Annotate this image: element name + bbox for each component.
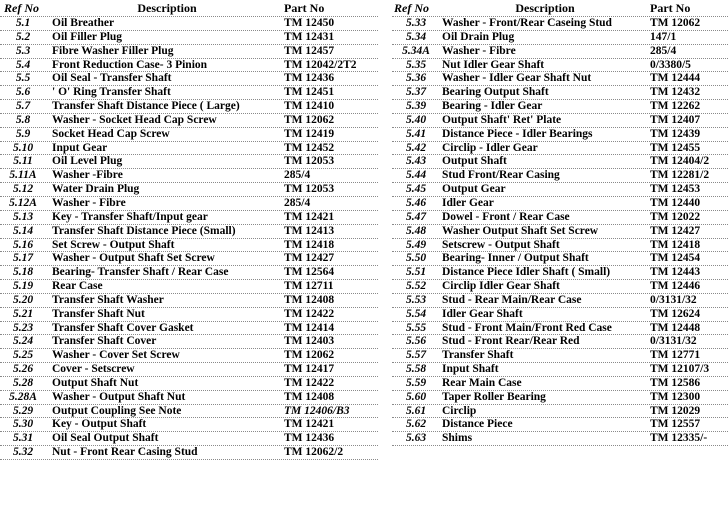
part-no-cell: TM 12771 bbox=[650, 349, 701, 362]
table-row bbox=[0, 211, 378, 225]
part-no-cell: TM 12404/2 bbox=[650, 155, 710, 168]
table-row bbox=[392, 72, 728, 86]
table-row bbox=[392, 31, 728, 45]
description-cell: Circlip Idler Gear Shaft bbox=[442, 280, 560, 293]
header-ref-no: Ref No bbox=[394, 1, 429, 15]
part-no-cell: 285/4 bbox=[284, 196, 311, 209]
ref-cell: 5.54 bbox=[405, 307, 427, 320]
part-no-cell: TM 12624 bbox=[650, 307, 701, 320]
table-row bbox=[392, 280, 728, 294]
ref-cell: 5.14 bbox=[12, 224, 34, 237]
ref-cell: 5.63 bbox=[405, 432, 427, 445]
description-cell: Input Shaft bbox=[442, 363, 499, 376]
table-row bbox=[0, 335, 378, 349]
description-cell: Washer - Socket Head Cap Screw bbox=[52, 113, 217, 126]
description-cell: Bearing - Idler Gear bbox=[442, 100, 543, 113]
table-row bbox=[0, 225, 378, 239]
table-body bbox=[0, 17, 378, 460]
ref-cell: 5.29 bbox=[12, 404, 34, 417]
description-cell: Washer - Output Shaft Nut bbox=[52, 390, 186, 403]
ref-cell: 5.39 bbox=[405, 100, 427, 113]
description-cell: Output Shaft bbox=[442, 155, 507, 168]
part-no-cell: TM 12451 bbox=[284, 86, 335, 99]
table-row bbox=[0, 322, 378, 336]
part-no-cell: TM 12053 bbox=[284, 155, 335, 168]
description-cell: Rear Main Case bbox=[442, 376, 522, 389]
description-cell: Washer - Front/Rear Caseing Stud bbox=[442, 17, 612, 29]
ref-cell: 5.28A bbox=[9, 390, 37, 403]
table-row bbox=[392, 252, 728, 266]
table-row bbox=[392, 100, 728, 114]
table-row bbox=[0, 17, 378, 31]
description-cell: Transfer Shaft Distance Piece ( Large) bbox=[52, 100, 240, 113]
ref-cell: 5.34 bbox=[405, 30, 427, 43]
part-no-cell: TM 12421 bbox=[284, 210, 335, 223]
ref-cell: 5.51 bbox=[405, 266, 427, 279]
description-cell: Transfer Shaft Nut bbox=[52, 307, 145, 320]
table-row bbox=[392, 308, 728, 322]
table-row bbox=[0, 266, 378, 280]
part-no-cell: TM 12062 bbox=[284, 113, 335, 126]
table-body bbox=[392, 17, 728, 446]
table-row bbox=[392, 169, 728, 183]
description-cell: Water Drain Plug bbox=[52, 183, 140, 196]
part-no-cell: TM 12450 bbox=[284, 17, 335, 29]
description-cell: Transfer Shaft Cover Gasket bbox=[52, 321, 194, 334]
part-no-cell: TM 12062/2 bbox=[284, 446, 344, 459]
description-cell: Oil Seal Output Shaft bbox=[52, 432, 159, 445]
table-row bbox=[0, 197, 378, 211]
ref-cell: 5.46 bbox=[405, 196, 427, 209]
table-row bbox=[0, 45, 378, 59]
description-cell: Distance Piece Idler Shaft ( Small) bbox=[442, 266, 611, 279]
description-cell: Oil Filler Plug bbox=[52, 30, 123, 43]
ref-cell: 5.34A bbox=[402, 44, 430, 57]
ref-cell: 5.26 bbox=[12, 363, 34, 376]
table-row bbox=[392, 349, 728, 363]
part-no-cell: TM 12455 bbox=[650, 141, 701, 154]
table-row bbox=[392, 59, 728, 73]
ref-cell: 5.50 bbox=[405, 252, 427, 265]
ref-cell: 5.1 bbox=[15, 17, 31, 29]
ref-cell: 5.42 bbox=[405, 141, 427, 154]
ref-cell: 5.4 bbox=[15, 58, 31, 71]
ref-cell: 5.20 bbox=[12, 293, 34, 306]
part-no-cell: TM 12262 bbox=[650, 100, 701, 113]
part-no-cell: TM 12410 bbox=[284, 100, 335, 113]
table-row bbox=[392, 225, 728, 239]
ref-cell: 5.49 bbox=[405, 238, 427, 251]
part-no-cell: TM 12407 bbox=[650, 113, 701, 126]
part-no-cell: 285/4 bbox=[284, 169, 311, 182]
part-no-cell: TM 12421 bbox=[284, 418, 335, 431]
description-cell: Front Reduction Case- 3 Pinion bbox=[52, 58, 208, 71]
description-cell: Washer - Output Shaft Set Screw bbox=[52, 252, 215, 265]
ref-cell: 5.60 bbox=[405, 390, 427, 403]
table-row bbox=[392, 183, 728, 197]
part-no-cell: TM 12586 bbox=[650, 376, 701, 389]
table-row bbox=[0, 252, 378, 266]
part-no-cell: TM 12418 bbox=[284, 238, 335, 251]
ref-cell: 5.13 bbox=[12, 210, 34, 223]
description-cell: Washer -Fibre bbox=[52, 169, 123, 182]
ref-cell: 5.31 bbox=[12, 432, 34, 445]
table-row bbox=[0, 183, 378, 197]
description-cell: Transfer Shaft Washer bbox=[52, 293, 164, 306]
table-row bbox=[0, 363, 378, 377]
description-cell: Transfer Shaft Distance Piece (Small) bbox=[52, 224, 236, 237]
part-no-cell: TM 12419 bbox=[284, 127, 335, 140]
description-cell: Distance Piece bbox=[442, 418, 513, 431]
part-no-cell: TM 12408 bbox=[284, 390, 335, 403]
table-row bbox=[0, 405, 378, 419]
ref-cell: 5.55 bbox=[405, 321, 427, 334]
ref-cell: 5.17 bbox=[12, 252, 34, 265]
table-row bbox=[0, 72, 378, 86]
description-cell: Set Screw - Output Shaft bbox=[52, 238, 175, 251]
description-cell: Transfer Shaft Cover bbox=[52, 335, 157, 348]
table-row bbox=[392, 197, 728, 211]
part-no-cell: TM 12457 bbox=[284, 44, 335, 57]
description-cell: Output Coupling See Note bbox=[52, 404, 182, 417]
table-row bbox=[392, 114, 728, 128]
part-no-cell: TM 12022 bbox=[650, 210, 701, 223]
description-cell: Stud - Front Main/Front Red Case bbox=[442, 321, 612, 334]
ref-cell: 5.11 bbox=[13, 155, 33, 168]
description-cell: Oil Breather bbox=[52, 17, 115, 29]
part-no-cell: TM 12418 bbox=[650, 238, 701, 251]
part-no-cell: TM 12408 bbox=[284, 293, 335, 306]
ref-cell: 5.32 bbox=[12, 446, 34, 459]
header-part-no: Part No bbox=[650, 1, 691, 15]
table-row bbox=[0, 349, 378, 363]
ref-cell: 5.58 bbox=[405, 363, 427, 376]
ref-cell: 5.7 bbox=[15, 100, 31, 113]
description-cell: Bearing Output Shaft bbox=[442, 86, 549, 99]
table-row bbox=[0, 294, 378, 308]
ref-cell: 5.19 bbox=[12, 280, 34, 293]
ref-cell: 5.43 bbox=[405, 155, 427, 168]
part-no-cell: TM 12443 bbox=[650, 266, 701, 279]
table-row bbox=[0, 31, 378, 45]
description-cell: Key - Output Shaft bbox=[52, 418, 147, 431]
description-cell: Oil Seal - Transfer Shaft bbox=[52, 72, 172, 85]
part-no-cell: TM 12436 bbox=[284, 72, 335, 85]
description-cell: Washer - Idler Gear Shaft Nut bbox=[442, 72, 592, 85]
description-cell: Nut Idler Gear Shaft bbox=[442, 58, 545, 71]
table-row bbox=[0, 308, 378, 322]
ref-cell: 5.25 bbox=[12, 349, 34, 362]
table-row bbox=[392, 418, 728, 432]
table-row bbox=[0, 142, 378, 156]
part-no-cell: TM 12422 bbox=[284, 376, 335, 389]
part-no-cell: TM 12406/B3 bbox=[284, 404, 350, 417]
part-no-cell: TM 12564 bbox=[284, 266, 335, 279]
part-no-cell: TM 12403 bbox=[284, 335, 335, 348]
ref-cell: 5.10 bbox=[12, 141, 34, 154]
table-row bbox=[0, 391, 378, 405]
ref-cell: 5.62 bbox=[405, 418, 427, 431]
part-no-cell: TM 12432 bbox=[650, 86, 701, 99]
part-no-cell: TM 12453 bbox=[650, 183, 701, 196]
part-no-cell: 285/4 bbox=[650, 44, 677, 57]
description-cell: Input Gear bbox=[52, 141, 108, 154]
description-cell: Stud - Rear Main/Rear Case bbox=[442, 293, 582, 306]
description-cell: Shims bbox=[442, 432, 473, 445]
part-no-cell: TM 12431 bbox=[284, 30, 335, 43]
part-no-cell: TM 12413 bbox=[284, 224, 335, 237]
table-row bbox=[0, 280, 378, 294]
table-row bbox=[392, 17, 728, 31]
description-cell: Cover - Setscrew bbox=[52, 363, 135, 376]
ref-cell: 5.59 bbox=[405, 376, 427, 389]
description-cell: ' O' Ring Transfer Shaft bbox=[52, 86, 171, 99]
ref-cell: 5.48 bbox=[405, 224, 427, 237]
ref-cell: 5.44 bbox=[405, 169, 427, 182]
ref-cell: 5.45 bbox=[405, 183, 427, 196]
ref-cell: 5.33 bbox=[405, 17, 427, 29]
ref-cell: 5.28 bbox=[12, 376, 34, 389]
part-no-cell: TM 12417 bbox=[284, 363, 335, 376]
part-no-cell: TM 12436 bbox=[284, 432, 335, 445]
description-cell: Socket Head Cap Screw bbox=[52, 127, 170, 140]
ref-cell: 5.5 bbox=[15, 72, 31, 85]
table-row bbox=[392, 45, 728, 59]
part-no-cell: TM 12452 bbox=[284, 141, 335, 154]
description-cell: Stud Front/Rear Casing bbox=[442, 169, 560, 182]
part-no-cell: TM 12053 bbox=[284, 183, 335, 196]
description-cell: Bearing- Transfer Shaft / Rear Case bbox=[52, 266, 229, 279]
description-cell: Idler Gear bbox=[442, 196, 494, 209]
part-no-cell: TM 12454 bbox=[650, 252, 701, 265]
part-no-cell: TM 12427 bbox=[650, 224, 701, 237]
description-cell: Distance Piece - Idler Bearings bbox=[442, 127, 593, 140]
part-no-cell: TM 12414 bbox=[284, 321, 335, 334]
description-cell: Dowel - Front / Rear Case bbox=[442, 210, 570, 223]
description-cell: Stud - Front Rear/Rear Red bbox=[442, 335, 580, 348]
ref-cell: 5.3 bbox=[15, 44, 31, 57]
description-cell: Washer - Cover Set Screw bbox=[52, 349, 180, 362]
description-cell: Bearing- Inner / Output Shaft bbox=[442, 252, 589, 265]
table-row bbox=[392, 322, 728, 336]
table-row bbox=[0, 377, 378, 391]
ref-cell: 5.53 bbox=[405, 293, 427, 306]
parts-table-right bbox=[392, 0, 728, 446]
table-row bbox=[392, 128, 728, 142]
description-cell: Circlip - Idler Gear bbox=[442, 141, 538, 154]
part-no-cell: TM 12281/2 bbox=[650, 169, 710, 182]
header-ref-no: Ref No bbox=[4, 1, 39, 15]
ref-cell: 5.24 bbox=[12, 335, 34, 348]
part-no-cell: TM 12446 bbox=[650, 280, 701, 293]
ref-cell: 5.16 bbox=[12, 238, 34, 251]
ref-cell: 5.40 bbox=[405, 113, 427, 126]
header-description: Description bbox=[137, 1, 197, 15]
ref-cell: 5.57 bbox=[405, 349, 427, 362]
table-row bbox=[0, 239, 378, 253]
ref-cell: 5.6 bbox=[15, 86, 31, 99]
table-row bbox=[0, 155, 378, 169]
part-no-cell: TM 12029 bbox=[650, 404, 701, 417]
table-row bbox=[392, 86, 728, 100]
description-cell: Transfer Shaft bbox=[442, 349, 514, 362]
part-no-cell: TM 12062 bbox=[284, 349, 335, 362]
ref-cell: 5.56 bbox=[405, 335, 427, 348]
ref-cell: 5.36 bbox=[405, 72, 427, 85]
description-cell: Output Gear bbox=[442, 183, 506, 196]
table-row bbox=[392, 142, 728, 156]
table-row bbox=[0, 446, 378, 460]
table-row bbox=[392, 432, 728, 446]
part-no-cell: 0/3131/32 bbox=[650, 293, 697, 306]
description-cell: Idler Gear Shaft bbox=[442, 307, 523, 320]
description-cell: Washer - Fibre bbox=[442, 44, 516, 57]
part-no-cell: TM 12042/2T2 bbox=[284, 58, 357, 71]
description-cell: Nut - Front Rear Casing Stud bbox=[52, 446, 198, 459]
table-row bbox=[392, 335, 728, 349]
table-row bbox=[0, 114, 378, 128]
ref-cell: 5.37 bbox=[405, 86, 427, 99]
description-cell: Washer - Fibre bbox=[52, 196, 126, 209]
description-cell: Key - Transfer Shaft/Input gear bbox=[52, 210, 208, 223]
part-no-cell: TM 12107/3 bbox=[650, 363, 710, 376]
ref-cell: 5.47 bbox=[405, 210, 427, 223]
description-cell: Output Shaft Nut bbox=[52, 376, 139, 389]
table-row bbox=[392, 155, 728, 169]
table-row bbox=[392, 294, 728, 308]
table-row bbox=[392, 239, 728, 253]
description-cell: Oil Level Plug bbox=[52, 155, 123, 168]
part-no-cell: TM 12062 bbox=[650, 17, 701, 29]
part-no-cell: TM 12444 bbox=[650, 72, 701, 85]
ref-cell: 5.30 bbox=[12, 418, 34, 431]
ref-cell: 5.23 bbox=[12, 321, 34, 334]
ref-cell: 5.35 bbox=[405, 58, 427, 71]
table-header bbox=[0, 0, 378, 17]
part-no-cell: 0/3380/5 bbox=[650, 58, 691, 71]
parts-table-left bbox=[0, 0, 378, 460]
table-header bbox=[392, 0, 728, 17]
ref-cell: 5.8 bbox=[15, 113, 31, 126]
part-no-cell: TM 12422 bbox=[284, 307, 335, 320]
ref-cell: 5.61 bbox=[405, 404, 427, 417]
table-row bbox=[392, 363, 728, 377]
header-part-no: Part No bbox=[284, 1, 325, 15]
table-row bbox=[0, 59, 378, 73]
table-row bbox=[0, 128, 378, 142]
ref-cell: 5.21 bbox=[12, 307, 34, 320]
part-no-cell: 147/1 bbox=[650, 30, 677, 43]
table-row bbox=[392, 405, 728, 419]
description-cell: Washer Output Shaft Set Screw bbox=[442, 224, 599, 237]
part-no-cell: TM 12300 bbox=[650, 390, 701, 403]
ref-cell: 5.11A bbox=[9, 169, 37, 182]
ref-cell: 5.52 bbox=[405, 280, 427, 293]
header-description: Description bbox=[515, 1, 575, 15]
ref-cell: 5.12 bbox=[12, 183, 34, 196]
part-no-cell: TM 12711 bbox=[284, 280, 334, 293]
table-row bbox=[392, 391, 728, 405]
description-cell: Taper Roller Bearing bbox=[442, 390, 546, 403]
table-row bbox=[392, 211, 728, 225]
description-cell: Output Shaft' Ret' Plate bbox=[442, 113, 562, 126]
part-no-cell: TM 12440 bbox=[650, 196, 701, 209]
part-no-cell: TM 12439 bbox=[650, 127, 701, 140]
description-cell: Oil Drain Plug bbox=[442, 30, 515, 43]
table-row bbox=[392, 377, 728, 391]
ref-cell: 5.2 bbox=[15, 30, 31, 43]
part-no-cell: TM 12557 bbox=[650, 418, 701, 431]
part-no-cell: TM 12427 bbox=[284, 252, 335, 265]
description-cell: Setscrew - Output Shaft bbox=[442, 238, 560, 251]
table-row bbox=[0, 100, 378, 114]
table-row bbox=[0, 418, 378, 432]
table-row bbox=[0, 432, 378, 446]
description-cell: Fibre Washer Filler Plug bbox=[52, 44, 174, 57]
ref-cell: 5.41 bbox=[405, 127, 427, 140]
table-row bbox=[0, 86, 378, 100]
description-cell: Circlip bbox=[442, 404, 477, 417]
ref-cell: 5.18 bbox=[12, 266, 34, 279]
ref-cell: 5.12A bbox=[9, 196, 37, 209]
description-cell: Rear Case bbox=[52, 280, 103, 293]
ref-cell: 5.9 bbox=[15, 127, 31, 140]
table-row bbox=[0, 169, 378, 183]
part-no-cell: TM 12448 bbox=[650, 321, 701, 334]
part-no-cell: 0/3131/32 bbox=[650, 335, 697, 348]
part-no-cell: TM 12335/- bbox=[650, 432, 708, 445]
table-row bbox=[392, 266, 728, 280]
